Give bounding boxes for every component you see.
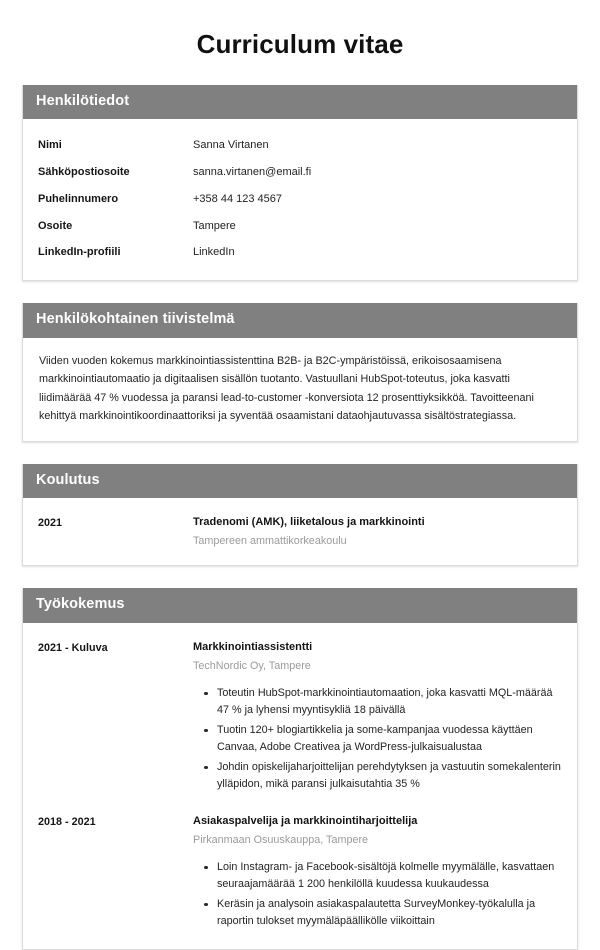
experience-entry bbox=[38, 636, 562, 798]
info-value: LinkedIn bbox=[193, 246, 235, 259]
section-header-summary: Henkilökohtainen tiivistelmä bbox=[23, 303, 577, 337]
entry-main bbox=[193, 640, 562, 796]
experience-body bbox=[23, 623, 577, 949]
education-card bbox=[22, 464, 578, 567]
section-header-personal-info: Henkilötiedot bbox=[23, 85, 577, 119]
entry-organization: Pirkanmaan Osuuskauppa, Tampere bbox=[193, 833, 369, 846]
list-item: Toteutin HubSpot-markkinointiautomaation, joka kasvatti MQL-määrää 47 % ja lyhensi myyntisykliä 18 päivällä bbox=[217, 685, 562, 720]
list-item: Johdin opiskelijaharjoittelijan perehdytyksen ja vastuutin somekalenterin ylläpidon, mikä paransi julkaisutahtia 35 % bbox=[217, 759, 562, 794]
entry-title: Markkinointiassistentti bbox=[193, 640, 313, 653]
info-value: +358 44 123 4567 bbox=[193, 192, 283, 205]
experience-entry bbox=[38, 798, 562, 935]
entry-organization: Tampereen ammattikorkeakoulu bbox=[193, 535, 347, 548]
page-title: Curriculum vitae bbox=[196, 29, 404, 59]
info-label: Sähköpostiosoite bbox=[38, 165, 130, 178]
section-header-education: Koulutus bbox=[23, 464, 577, 498]
info-value: sanna.virtanen@email.fi bbox=[193, 165, 312, 178]
list-item: Tuotin 120+ blogiartikkelia ja some-kampanjaa vuodessa käyttäen Canvaa, Adobe Creativea ja WordPress-julkaisualustaa bbox=[217, 722, 562, 757]
entry-date: 2018 - 2021 bbox=[38, 815, 96, 828]
entry-organization: TechNordic Oy, Tampere bbox=[193, 659, 311, 672]
info-value: Sanna Virtanen bbox=[193, 138, 269, 151]
entry-main bbox=[193, 814, 562, 933]
info-label: Puhelinnumero bbox=[38, 192, 119, 205]
table-row bbox=[38, 239, 562, 266]
entry-title: Asiakaspalvelija ja markkinointiharjoittelija bbox=[193, 814, 418, 827]
list-item: Loin Instagram- ja Facebook-sisältöjä kolmelle myymälälle, kasvattaen seuraajamäärää 1 200 henkilöllä kuudessa kuukaudessa bbox=[217, 859, 562, 894]
entry-date: 2021 - Kuluva bbox=[38, 641, 108, 654]
entry-main bbox=[193, 515, 562, 549]
list-item: Keräsin ja analysoin asiakaspalautetta SurveyMonkey-työkalulla ja raportin tulokset myymäläpäällikölle viikoittain bbox=[217, 896, 562, 931]
table-row bbox=[38, 159, 562, 186]
entry-bullet-list bbox=[193, 859, 562, 931]
entry-date: 2021 bbox=[38, 517, 63, 530]
section-header-experience: Työkokemus bbox=[23, 588, 577, 622]
education-entry bbox=[38, 511, 562, 551]
info-value: Tampere bbox=[193, 219, 236, 232]
summary-body bbox=[23, 338, 577, 441]
info-label: Nimi bbox=[38, 138, 62, 151]
info-label: LinkedIn-profiili bbox=[38, 246, 121, 259]
summary-card bbox=[22, 303, 578, 442]
personal-info-body bbox=[23, 119, 577, 280]
summary-text: Viiden vuoden kokemus markkinointiassistenttina B2B- ja B2C-ympäristöissä, erikoisosaamisena markkinointiautomaatio ja digitaalisen sisällön tuotanto. Vastuullani HubSpot-toteutus, joka kasvatti liidimäärää 47 % vuodessa ja paransi lead-to-customer -konversiota 12 prosenttiyksikköä. Tavoitteenani kehittyä markkinointikoordinaattoriksi ja syventää osaamistani dataohjautuvassa sisältöstrategiassa. bbox=[39, 354, 534, 423]
table-row bbox=[38, 186, 562, 213]
personal-info-table bbox=[38, 132, 562, 266]
entry-bullet-list bbox=[193, 685, 562, 794]
entry-title: Tradenomi (AMK), liiketalous ja markkinointi bbox=[193, 516, 425, 529]
table-row bbox=[38, 132, 562, 159]
table-row bbox=[38, 213, 562, 240]
personal-info-card bbox=[22, 85, 578, 282]
experience-card bbox=[22, 588, 578, 949]
education-body bbox=[23, 498, 577, 565]
info-label: Osoite bbox=[38, 219, 73, 232]
